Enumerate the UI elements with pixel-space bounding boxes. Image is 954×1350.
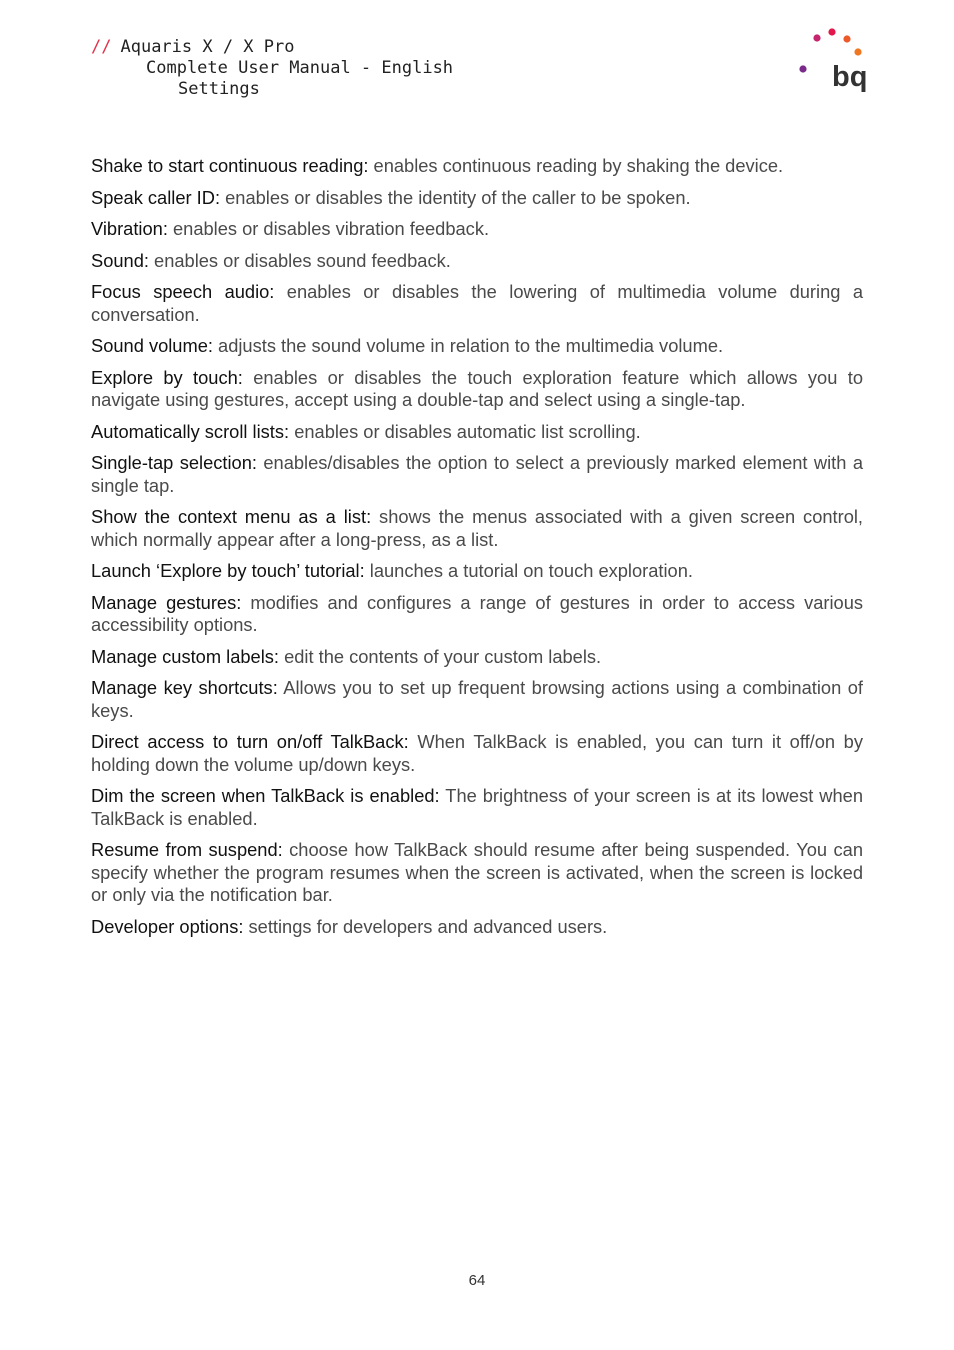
setting-description: enables or disables the touch exploration feature which allows you to navigate using gestures, accept using a double-tap and select using a single-tap. (91, 366, 863, 410)
setting-item (91, 839, 863, 907)
setting-description: edit the contents of your custom labels. (279, 645, 602, 667)
setting-item (91, 421, 863, 444)
setting-term: Manage key shortcuts: (91, 677, 278, 698)
setting-item (91, 452, 863, 497)
logo-text: bq (832, 61, 868, 93)
setting-item (91, 281, 863, 326)
setting-description: adjusts the sound volume in relation to the multimedia volume. (212, 335, 724, 356)
settings-description-list (91, 155, 863, 947)
setting-term: Developer options: (91, 915, 244, 937)
setting-description: enables/disables the option to select a previously marked element with a single tap. (91, 452, 863, 496)
setting-item (91, 187, 863, 210)
setting-description: enables continuous reading by shaking the device. (368, 155, 784, 176)
setting-term: Focus speech audio: (91, 281, 275, 302)
setting-item (91, 335, 863, 358)
setting-term: Launch ‘Explore by touch’ tutorial: (91, 560, 365, 581)
setting-item (91, 731, 863, 776)
setting-term: Dim the screen when TalkBack is enabled: (91, 785, 440, 806)
setting-item (91, 592, 863, 637)
setting-description: enables or disables sound feedback. (148, 249, 451, 271)
setting-term: Speak caller ID: (91, 186, 221, 208)
manual-title: Complete User Manual - English (146, 58, 454, 78)
setting-term: Single-tap selection: (91, 452, 257, 473)
header-slashes: // (91, 37, 112, 57)
setting-description: The brightness of your screen is at its lowest when TalkBack is enabled. (91, 785, 863, 829)
setting-description: modifies and configures a range of gestures in order to access various accessibility options. (91, 591, 864, 635)
header-line-1 (91, 37, 453, 58)
setting-term: Show the context menu as a list: (91, 506, 372, 527)
setting-item (91, 916, 863, 939)
setting-item (91, 560, 863, 583)
setting-description: enables or disables vibration feedback. (167, 218, 490, 239)
setting-term: Automatically scroll lists: (91, 420, 290, 442)
setting-description: When TalkBack is enabled, you can turn it off/on by holding down the volume up/down keys. (91, 731, 863, 775)
setting-term: Direct access to turn on/off TalkBack: (91, 731, 409, 752)
section-title: Settings (178, 79, 260, 99)
setting-term: Shake to start continuous reading: (91, 155, 369, 176)
logo-dot (854, 48, 861, 55)
setting-item (91, 155, 863, 178)
setting-term: Manage custom labels: (91, 645, 279, 667)
setting-description: choose how TalkBack should resume after being suspended. You can specify whether the program resumes when the screen is activated, when the screen is locked or only via the notification bar. (91, 839, 863, 905)
setting-item (91, 785, 863, 830)
page-number: 64 (468, 1272, 486, 1289)
setting-item (91, 218, 863, 241)
logo-dot (828, 28, 835, 35)
product-name: Aquaris X / X Pro (120, 37, 295, 57)
setting-term: Explore by touch: (91, 366, 243, 388)
setting-description: shows the menus associated with a given screen control, which normally appear after a long-press, as a list. (91, 506, 864, 550)
logo-dot (813, 34, 820, 41)
setting-item (91, 646, 863, 669)
logo-dot (843, 35, 850, 42)
setting-item (91, 506, 863, 551)
setting-term: Manage gestures: (91, 591, 242, 613)
setting-item (91, 250, 863, 273)
setting-description: enables or disables automatic list scrolling. (289, 420, 641, 442)
setting-item (91, 367, 863, 412)
setting-item (91, 677, 863, 722)
setting-description: enables or disables the identity of the caller to be spoken. (220, 186, 691, 208)
setting-description: Allows you to set up frequent browsing actions using a combination of keys. (91, 677, 863, 721)
logo-dot (799, 65, 806, 72)
setting-term: Sound volume: (91, 335, 213, 356)
setting-description: launches a tutorial on touch exploration. (364, 560, 693, 581)
setting-description: enables or disables the lowering of multimedia volume during a conversation. (91, 281, 863, 325)
setting-term: Resume from suspend: (91, 839, 283, 860)
bq-logo (793, 22, 873, 98)
document-header (91, 37, 453, 100)
setting-description: settings for developers and advanced users. (243, 915, 608, 937)
setting-term: Sound: (91, 249, 149, 271)
setting-term: Vibration: (91, 218, 168, 239)
